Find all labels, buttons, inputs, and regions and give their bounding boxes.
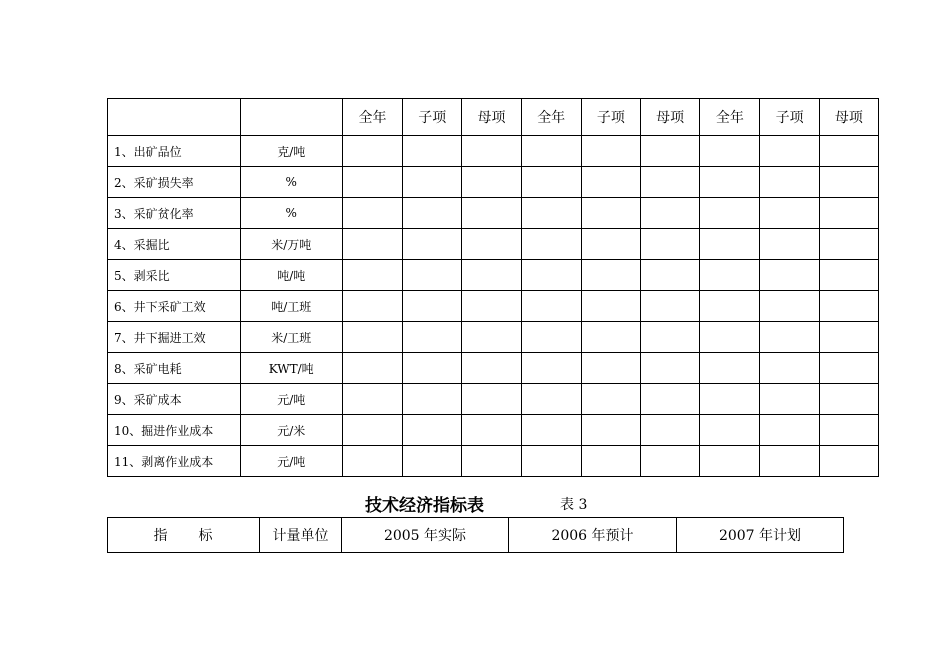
value-cell [581,446,640,477]
value-cell [700,446,760,477]
value-cell [700,167,760,198]
table-row [108,198,879,229]
value-cell [521,198,581,229]
value-cell [700,291,760,322]
value-cell [403,384,462,415]
unit-cell: 吨/工班 [240,291,342,322]
indicator-cell: 11、剥离作业成本 [108,446,241,477]
value-cell [581,322,640,353]
value-cell [403,167,462,198]
value-cell [462,353,521,384]
value-cell [641,136,700,167]
unit-cell: 元/米 [240,415,342,446]
unit-cell: 米/工班 [240,322,342,353]
value-cell [462,415,521,446]
header-cell: 全年 [342,99,402,136]
value-cell [403,353,462,384]
value-cell [819,260,878,291]
indicator-cell: 1、出矿品位 [108,136,241,167]
value-cell [760,229,819,260]
value-cell [342,415,402,446]
value-cell [521,322,581,353]
value-cell [819,167,878,198]
value-cell [700,384,760,415]
value-cell [581,415,640,446]
table-title: 技术经济指标表 [365,496,484,516]
value-cell [819,353,878,384]
unit-cell: % [240,167,342,198]
sub-header-cell: 指 标 [108,518,260,553]
value-cell [342,384,402,415]
value-cell [521,260,581,291]
value-cell [760,198,819,229]
sub-header-cell: 计量单位 [260,518,342,553]
value-cell [581,167,640,198]
header-cell: 子项 [403,99,462,136]
table-row [108,229,879,260]
value-cell [641,260,700,291]
table-row [108,446,879,477]
value-cell [581,353,640,384]
table-number: 表 3 [560,497,588,513]
value-cell [462,229,521,260]
value-cell [521,291,581,322]
indicator-cell: 6、井下采矿工效 [108,291,241,322]
value-cell [760,167,819,198]
value-cell [462,322,521,353]
value-cell [819,446,878,477]
main-table-header-row [108,99,879,136]
value-cell [760,384,819,415]
value-cell [581,260,640,291]
value-cell [521,384,581,415]
header-cell [108,99,241,136]
value-cell [819,229,878,260]
value-cell [819,322,878,353]
indicator-cell: 8、采矿电耗 [108,353,241,384]
indicator-cell: 10、掘进作业成本 [108,415,241,446]
value-cell [641,322,700,353]
value-cell [819,415,878,446]
main-table-body [108,136,879,477]
unit-cell: 吨/吨 [240,260,342,291]
value-cell [342,229,402,260]
value-cell [521,446,581,477]
value-cell [521,353,581,384]
value-cell [700,322,760,353]
value-cell [581,291,640,322]
value-cell [403,291,462,322]
value-cell [403,260,462,291]
indicator-cell: 5、剥采比 [108,260,241,291]
value-cell [521,415,581,446]
table-row [108,322,879,353]
value-cell [641,384,700,415]
value-cell [760,415,819,446]
value-cell [462,136,521,167]
value-cell [342,260,402,291]
indicator-cell: 3、采矿贫化率 [108,198,241,229]
table-row [108,353,879,384]
value-cell [700,198,760,229]
value-cell [700,260,760,291]
value-cell [403,136,462,167]
value-cell [521,229,581,260]
value-cell [403,322,462,353]
header-cell: 子项 [760,99,819,136]
header-cell [240,99,342,136]
value-cell [342,136,402,167]
value-cell [521,167,581,198]
indicator-cell: 4、采掘比 [108,229,241,260]
sub-header-cell: 2005 年实际 [342,518,509,553]
header-cell: 全年 [700,99,760,136]
value-cell [342,198,402,229]
value-cell [700,353,760,384]
unit-cell: 元/吨 [240,384,342,415]
table-row [108,415,879,446]
value-cell [403,229,462,260]
table-row [108,291,879,322]
value-cell [462,198,521,229]
sub-table-header-row [108,518,844,553]
value-cell [462,167,521,198]
header-cell: 母项 [819,99,878,136]
unit-cell: 米/万吨 [240,229,342,260]
sub-header-cell: 2006 年预计 [509,518,677,553]
header-cell: 母项 [462,99,521,136]
value-cell [760,291,819,322]
table-row [108,167,879,198]
value-cell [819,291,878,322]
value-cell [819,198,878,229]
unit-cell: 克/吨 [240,136,342,167]
value-cell [462,291,521,322]
unit-cell: % [240,198,342,229]
table-row [108,260,879,291]
value-cell [700,229,760,260]
value-cell [641,415,700,446]
value-cell [462,260,521,291]
value-cell [403,415,462,446]
unit-cell: KWT/吨 [240,353,342,384]
value-cell [581,384,640,415]
sub-header-cell: 2007 年计划 [677,518,844,553]
value-cell [462,446,521,477]
value-cell [342,446,402,477]
header-cell: 子项 [581,99,640,136]
value-cell [342,291,402,322]
value-cell [760,446,819,477]
indicator-cell: 9、采矿成本 [108,384,241,415]
table-row [108,136,879,167]
value-cell [641,167,700,198]
value-cell [641,353,700,384]
value-cell [462,384,521,415]
value-cell [641,446,700,477]
value-cell [641,291,700,322]
value-cell [760,353,819,384]
value-cell [641,198,700,229]
value-cell [403,198,462,229]
table-row [108,384,879,415]
sub-header-table [107,517,844,553]
unit-cell: 元/吨 [240,446,342,477]
value-cell [700,136,760,167]
value-cell [581,198,640,229]
value-cell [342,322,402,353]
indicator-cell: 7、井下掘进工效 [108,322,241,353]
header-cell: 全年 [521,99,581,136]
value-cell [819,384,878,415]
main-indicator-table [107,98,879,477]
value-cell [700,415,760,446]
value-cell [760,322,819,353]
value-cell [581,229,640,260]
indicator-cell: 2、采矿损失率 [108,167,241,198]
value-cell [641,229,700,260]
value-cell [342,167,402,198]
header-cell: 母项 [641,99,700,136]
value-cell [342,353,402,384]
value-cell [819,136,878,167]
value-cell [760,136,819,167]
value-cell [581,136,640,167]
value-cell [403,446,462,477]
value-cell [760,260,819,291]
value-cell [521,136,581,167]
